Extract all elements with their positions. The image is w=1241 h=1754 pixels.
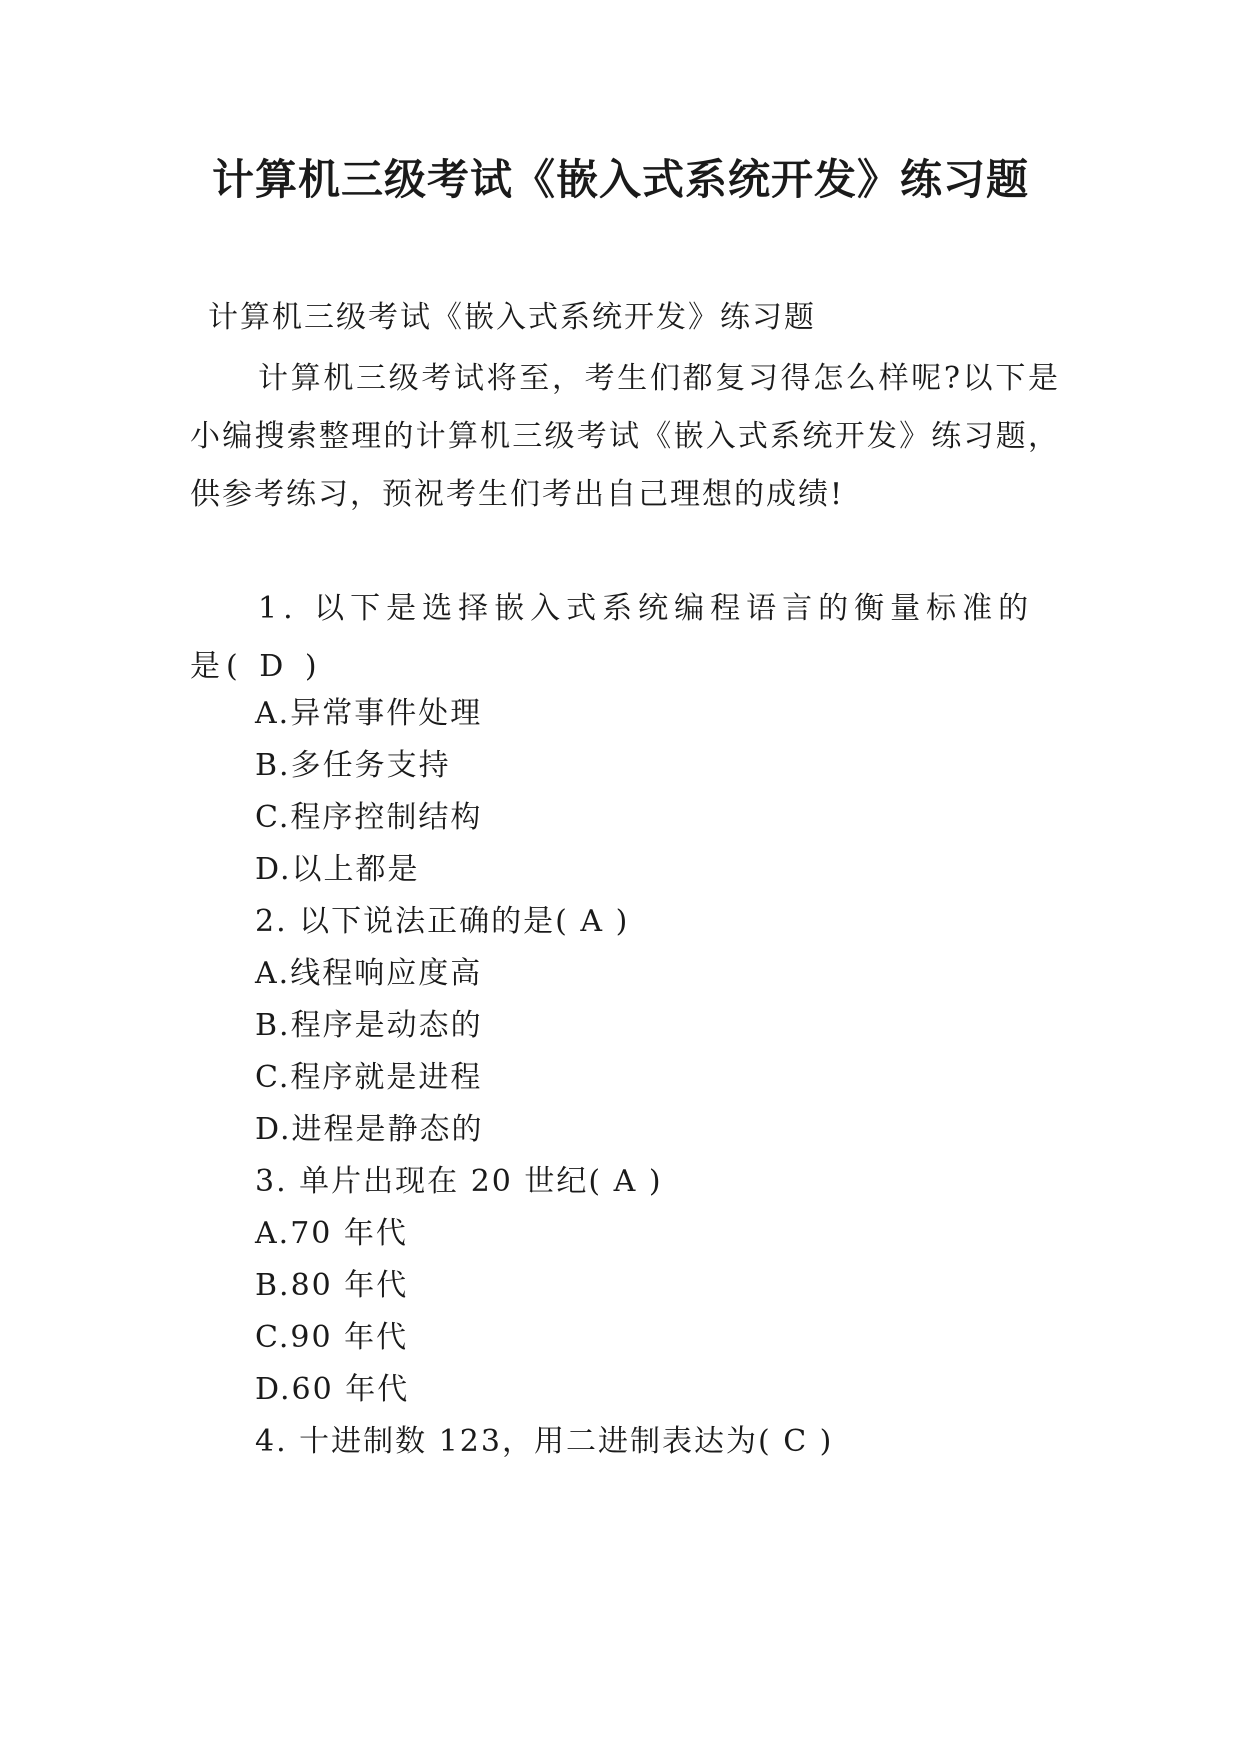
question-1-option-c: C.程序控制结构 [255, 800, 483, 835]
intro-paragraph: 计算机三级考试将至，考生们都复习得怎么样呢?以下是小编搜索整理的计算机三级考试《嵌入式系统开发》练习题，供参考练习，预祝考生们考出自己理想的成绩! [190, 361, 1060, 512]
question-2-option-a: A.线程响应度高 [255, 956, 483, 991]
question-3-option-b: B.80 年代 [255, 1268, 409, 1303]
question-2-option-b: B.程序是动态的 [255, 1008, 483, 1043]
question-1-text: 1. 以下是选择嵌入式系统编程语言的衡量标准的是( D ) [190, 591, 1035, 684]
document-title: 计算机三级考试《嵌入式系统开发》练习题 [211, 155, 1029, 204]
document-subtitle: 计算机三级考试《嵌入式系统开发》练习题 [208, 300, 816, 335]
question-3-text: 3. 单片出现在 20 世纪( A ) [255, 1164, 663, 1199]
question-2-option-d: D.进程是静态的 [255, 1112, 484, 1147]
question-3-option-d: D.60 年代 [255, 1372, 410, 1407]
question-1-option-a: A.异常事件处理 [255, 696, 483, 731]
question-4-text: 4. 十进制数 123，用二进制表达为( C ) [255, 1424, 834, 1459]
question-1-option-b: B.多任务支持 [255, 748, 451, 783]
question-2-option-c: C.程序就是进程 [255, 1060, 483, 1095]
question-3-option-a: A.70 年代 [255, 1216, 408, 1251]
question-2-text: 2. 以下说法正确的是( A ) [255, 904, 630, 939]
question-3-option-c: C.90 年代 [255, 1320, 409, 1355]
question-1-option-d: D.以上都是 [255, 852, 420, 887]
